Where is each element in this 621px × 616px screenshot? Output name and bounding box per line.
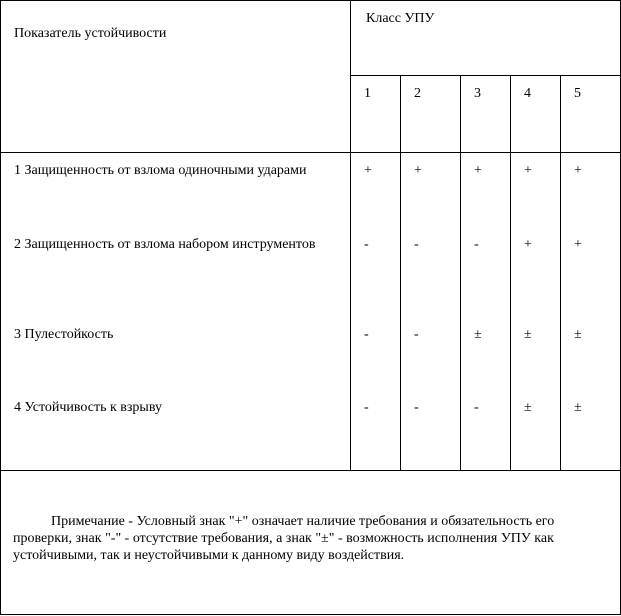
cell-r4-c3: - [474, 400, 479, 415]
class-5-column [561, 153, 621, 471]
note-cell [1, 471, 621, 615]
class-4-column [511, 153, 561, 471]
class-1-column [351, 153, 401, 471]
class-number-2: 2 [401, 76, 461, 153]
cell-r3-c1: - [364, 327, 369, 342]
row-3-label: 3 Пулестойкость [14, 327, 114, 342]
cell-r3-c4: ± [524, 327, 532, 342]
cell-r2-c1: - [364, 237, 369, 252]
cell-r3-c5: ± [574, 327, 582, 342]
class-number-3: 3 [461, 76, 511, 153]
body-row [1, 153, 621, 471]
class-number-4: 4 [511, 76, 561, 153]
cell-r1-c3: + [474, 163, 482, 178]
class-header: Класс УПУ [366, 11, 435, 26]
cell-r2-c3: - [474, 237, 479, 252]
cell-r1-c5: + [574, 163, 582, 178]
class-number-5: 5 [561, 76, 621, 153]
indicator-column [1, 153, 351, 471]
cell-r2-c4: + [524, 237, 532, 252]
indicator-header-cell [1, 1, 351, 153]
class-header-cell [351, 1, 621, 76]
note-text: Примечание - Условный знак "+" означает наличие требования и обязательность его проверки, знак "-" - отсутствие требования, а знак "±" - возможность исполнения УПУ как устойчивыми, так и неустойчивыми к данному виду воздействия. [13, 514, 555, 563]
row-2-label: 2 Защищенность от взлома набором инструментов [14, 237, 316, 252]
class-3-column [461, 153, 511, 471]
header-row-1 [1, 1, 621, 76]
cell-r1-c2: + [414, 163, 422, 178]
class-2-column [401, 153, 461, 471]
cell-r3-c2: - [414, 327, 419, 342]
cell-r1-c4: + [524, 163, 532, 178]
indicator-header: Показатель устойчивости [14, 26, 167, 41]
cell-r1-c1: + [364, 163, 372, 178]
cell-r4-c4: ± [524, 400, 532, 415]
note-row [1, 471, 621, 615]
cell-r4-c2: - [414, 400, 419, 415]
row-1-label: 1 Защищенность от взлома одиночными ударами [14, 163, 307, 178]
cell-r2-c5: + [574, 237, 582, 252]
class-number-1: 1 [351, 76, 401, 153]
cell-r2-c2: - [414, 237, 419, 252]
cell-r4-c5: ± [574, 400, 582, 415]
row-4-label: 4 Устойчивость к взрыву [14, 400, 162, 415]
cell-r4-c1: - [364, 400, 369, 415]
cell-r3-c3: ± [474, 327, 482, 342]
